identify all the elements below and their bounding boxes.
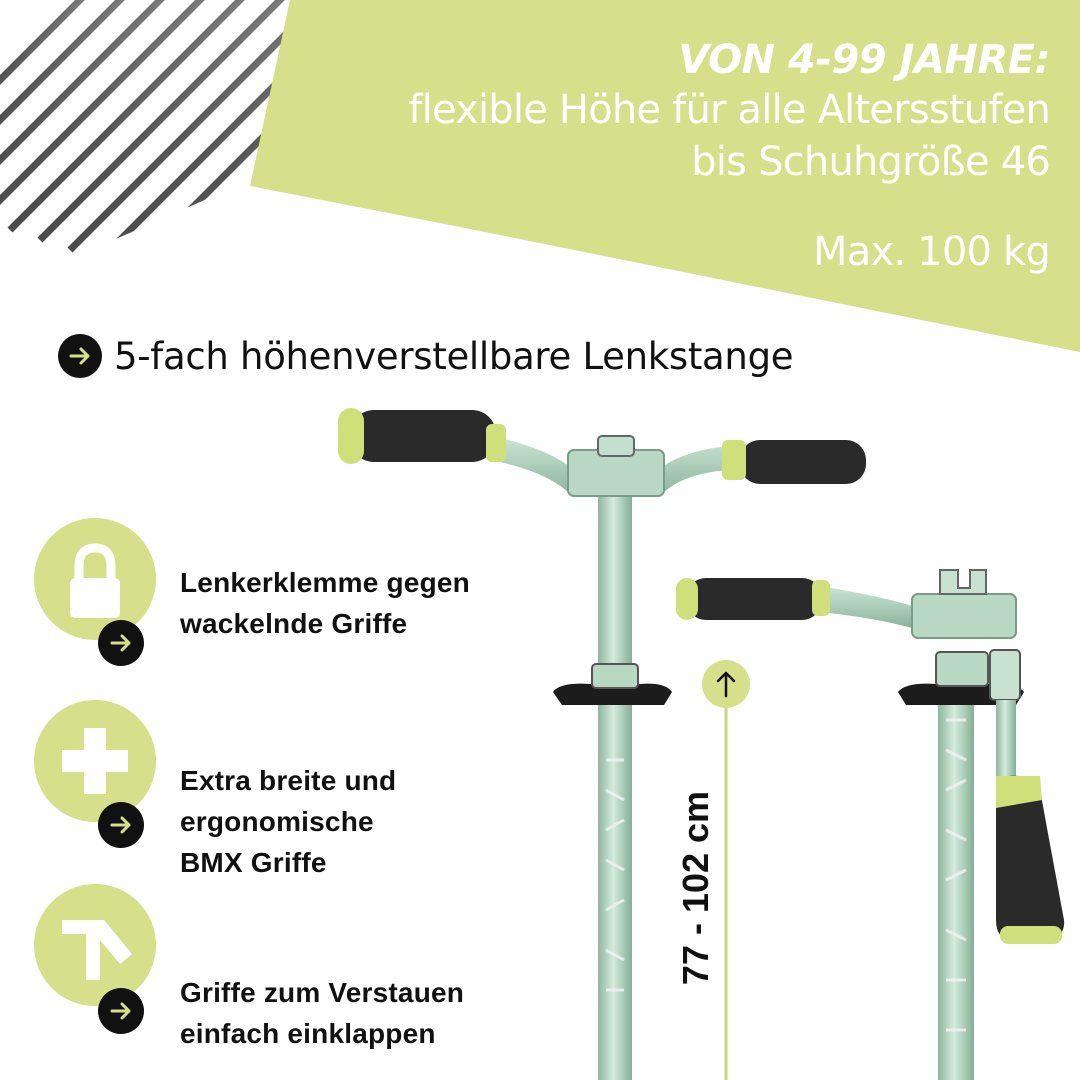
feature-text-grips (180, 760, 396, 883)
plus-icon (34, 700, 156, 822)
header-title: VON 4-99 JAHRE: (678, 37, 1050, 83)
right-clamp (898, 650, 1024, 705)
feature-line: wackelnde Griffe (180, 608, 408, 639)
feature-text-lock (180, 562, 470, 644)
feature-line: Extra breite und (180, 765, 397, 796)
headline-text: 5-fach höhenverstellbare Lenkstange (114, 334, 794, 378)
arrow-right-icon (98, 802, 144, 848)
arrow-right-icon (98, 620, 144, 666)
left-clamp (553, 664, 672, 705)
right-stem (938, 690, 974, 1080)
feature-line: BMX Griffe (180, 847, 327, 878)
left-grip (350, 410, 496, 462)
height-range-text: 77 - 102 cm (675, 790, 716, 986)
feature-line: ergonomische (180, 806, 374, 837)
folding-handle-icon (34, 884, 156, 1006)
feature-line: Lenkerklemme gegen (180, 567, 470, 598)
feature-line: Griffe zum Verstauen (180, 977, 465, 1008)
feature-text-folding (180, 972, 464, 1054)
header-line-1: flexible Höhe für alle Altersstufen (408, 87, 1050, 133)
height-range-label (646, 778, 746, 998)
left-handlebar (338, 408, 866, 496)
arrow-right-icon (98, 988, 144, 1034)
max-load-label: Max. 100 kg (813, 229, 1050, 275)
folded-left-grip (686, 578, 822, 620)
feature-line: einfach einklappen (180, 1018, 436, 1049)
lock-icon (34, 518, 156, 640)
header-line-2: bis Schuhgröße 46 (691, 139, 1050, 185)
right-grip (740, 440, 866, 484)
